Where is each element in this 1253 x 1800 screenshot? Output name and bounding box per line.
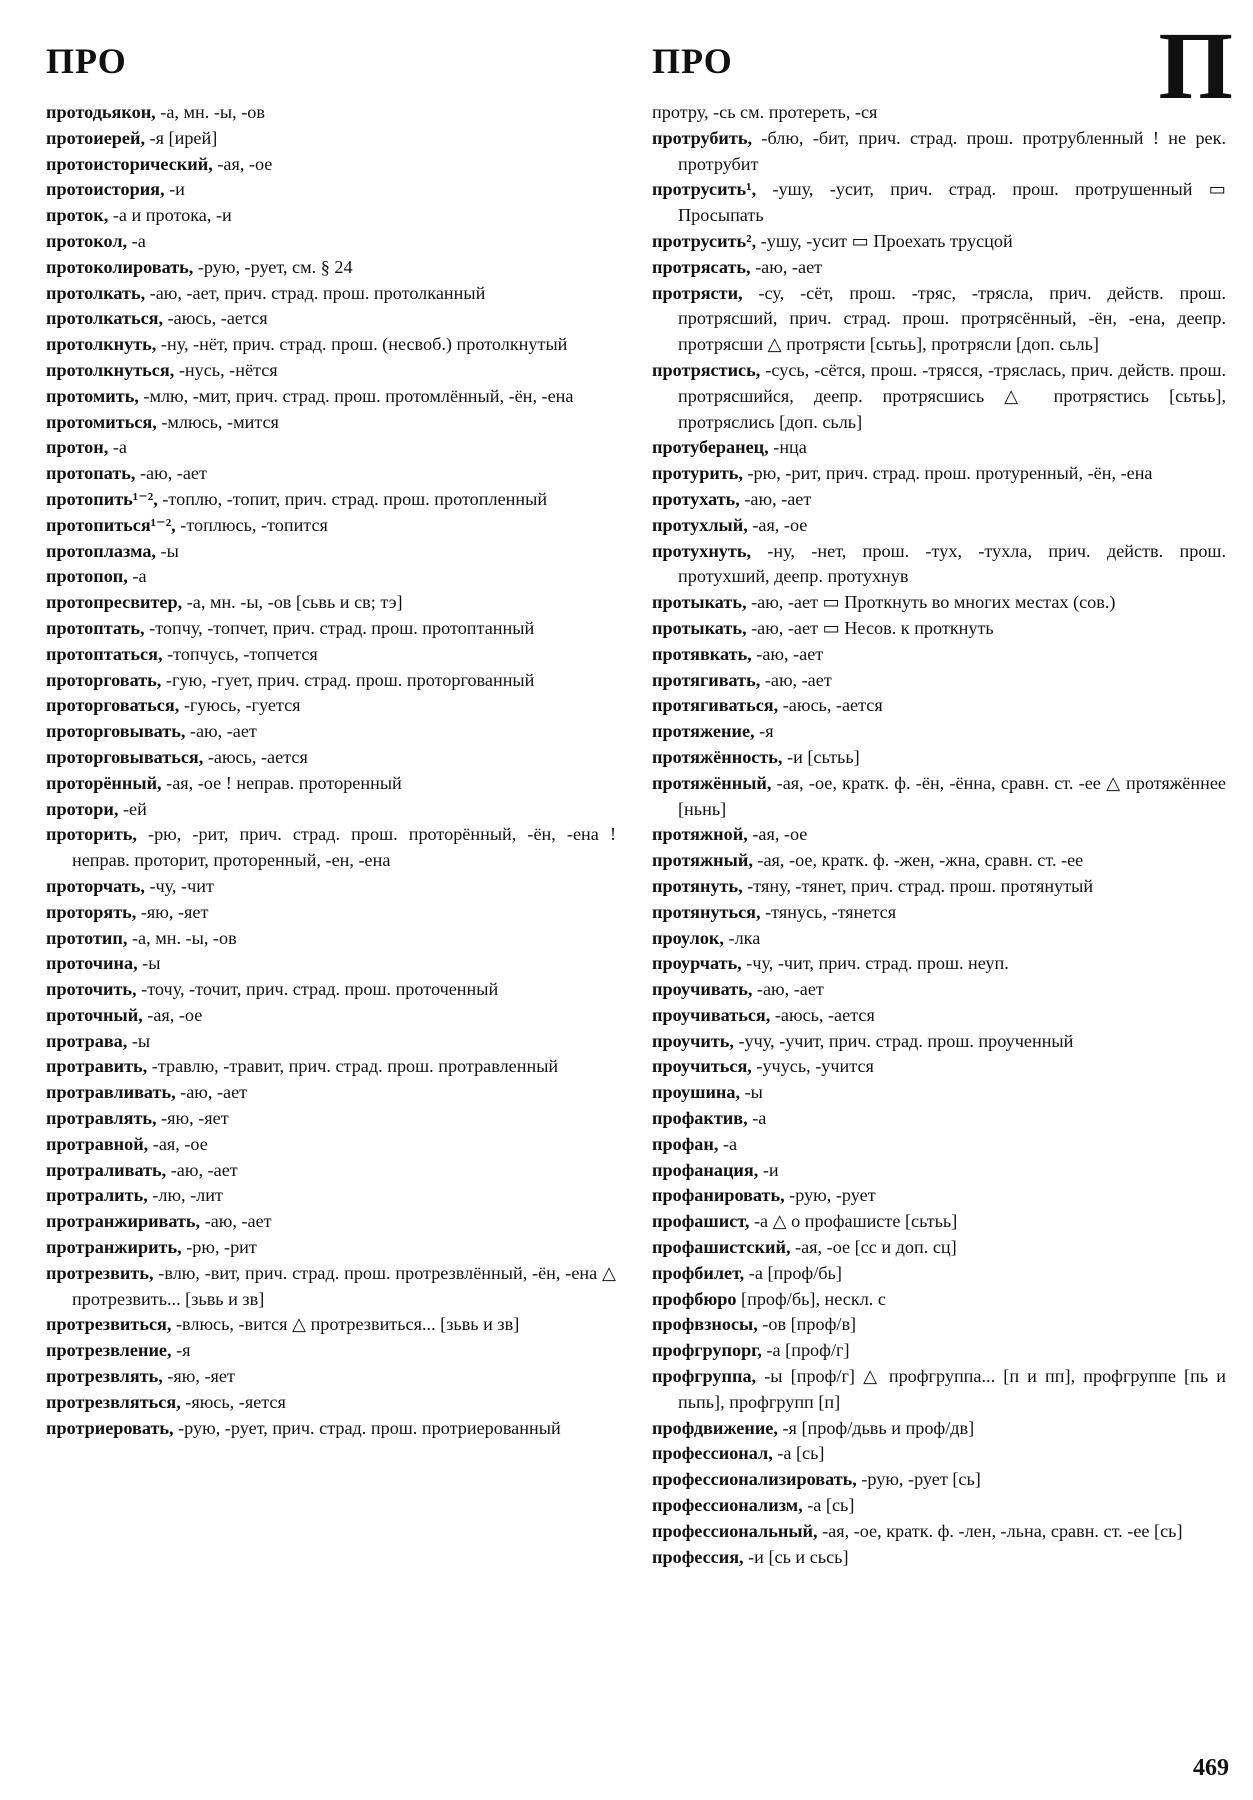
entry-headword: профессия,	[652, 1546, 744, 1567]
entry-grammar: -аю, -ает	[752, 979, 824, 1000]
entry-grammar: -гуюсь, -гуется	[179, 695, 301, 716]
entry-grammar: -я	[171, 1340, 191, 1361]
entry-grammar: -ая, -ое, кратк. ф. -жен, -жна, сравн. ст. -ее	[752, 850, 1084, 871]
entry-grammar: [проф/бь], нескл. с	[736, 1288, 886, 1309]
entry-headword: профбюро	[652, 1288, 737, 1309]
entry-grammar: -ая, -ое ! неправ. проторенный	[161, 772, 402, 793]
dictionary-entry	[652, 822, 1226, 848]
entry-grammar: протру, -сь см. протереть, -ся	[652, 102, 878, 122]
entry-grammar: -ы	[127, 1030, 151, 1051]
entry-headword: протягиваться,	[652, 695, 779, 716]
entry-grammar: -тяну, -тянет, прич. страд. прош. протянутый	[742, 875, 1094, 896]
entry-headword: профвзносы,	[652, 1314, 758, 1335]
entry-grammar: -аю, -ает ▭ Проткнуть во многих местах (сов.)	[746, 592, 1116, 613]
entry-grammar: -блю, -бит, прич. страд. прош. протрубленный ! не рек. протрубит	[678, 127, 1231, 174]
entry-headword: протори,	[46, 798, 119, 819]
entry-grammar: -рю, -рит, прич. страд. прош. протуренный, -ён, -ена	[742, 463, 1153, 484]
dictionary-entry	[46, 177, 616, 203]
entry-grammar: -аюсь, -ается	[203, 746, 308, 767]
dictionary-entry	[652, 1441, 1226, 1467]
entry-headword: проточить,	[46, 979, 137, 1000]
entry-headword: протопоп,	[46, 566, 128, 587]
dictionary-entry	[652, 177, 1231, 229]
entry-headword: протокол,	[46, 230, 128, 251]
dictionary-entry	[652, 1080, 1226, 1106]
entry-headword: протон,	[46, 437, 109, 458]
dictionary-entry	[46, 1261, 621, 1313]
entry-grammar: -а	[127, 566, 147, 587]
dictionary-entry	[652, 642, 1226, 668]
entry-headword: протухнуть,	[652, 540, 752, 561]
entry-headword: протодьякон,	[46, 102, 156, 122]
dictionary-entry	[652, 1287, 1226, 1313]
dictionary-entry	[46, 358, 616, 384]
entry-grammar: -ая, -ое, кратк. ф. -лен, -льна, сравн. ст. -ее [сь]	[817, 1520, 1183, 1541]
entry-grammar: -я	[754, 721, 774, 742]
entry-headword: протралить,	[46, 1185, 148, 1206]
dictionary-entry	[652, 358, 1231, 435]
dictionary-entry	[46, 1029, 616, 1055]
dictionary-entry	[46, 100, 616, 126]
entry-grammar: -рю, -рит	[181, 1237, 257, 1258]
entry-headword: профессионал,	[652, 1443, 773, 1464]
dictionary-entry	[46, 1003, 616, 1029]
entry-headword: профессионализировать,	[652, 1469, 857, 1490]
entry-grammar: -аю, -ает	[760, 669, 832, 690]
entry-grammar: -влю, -вит, прич. страд. прош. протрезвлённый, -ён, -ена △ протрезвить... [зьвь и зв]	[72, 1262, 621, 1309]
entry-grammar: -яю, -яет	[136, 901, 209, 922]
dictionary-entry	[652, 900, 1226, 926]
dictionary-entry	[46, 152, 616, 178]
entry-headword: проучиться,	[652, 1056, 752, 1077]
dictionary-entry	[46, 1054, 616, 1080]
entry-grammar: -аю, -ает	[175, 1082, 248, 1103]
entry-headword: протолкнуться,	[46, 359, 175, 380]
entry-headword: протрава,	[46, 1030, 128, 1051]
dictionary-entry	[652, 719, 1226, 745]
dictionary-entry	[46, 693, 616, 719]
entry-headword: протянуть,	[652, 875, 743, 896]
dictionary-entry	[652, 1054, 1226, 1080]
entry-headword: протопить¹⁻²,	[46, 488, 158, 509]
entry-headword: протоколировать,	[46, 256, 194, 277]
dictionary-entry	[652, 229, 1226, 255]
dictionary-entry	[652, 1493, 1226, 1519]
dictionary-entry	[46, 1209, 616, 1235]
entry-grammar: -рую, -рует [сь]	[856, 1469, 981, 1490]
right-running-head: ПРО	[652, 41, 733, 81]
entry-headword: профанация,	[652, 1159, 759, 1180]
entry-grammar: -гую, -гует, прич. страд. прош. проторгованный	[161, 669, 535, 690]
entry-grammar: -учусь, -учится	[751, 1056, 874, 1077]
entry-headword: протрусить²,	[652, 230, 757, 251]
entry-headword: профашист,	[652, 1211, 750, 1232]
entry-grammar: -аю, -ает	[750, 256, 823, 277]
entry-headword: профессиональный,	[652, 1520, 818, 1541]
entry-headword: протуберанец,	[652, 437, 769, 458]
entry-headword: протранжиривать,	[46, 1211, 201, 1232]
entry-grammar: -учу, -учит, прич. страд. прош. проученный	[733, 1030, 1074, 1051]
dictionary-entry	[652, 539, 1231, 591]
dictionary-entry	[46, 384, 616, 410]
dictionary-entry	[46, 1312, 616, 1338]
entry-grammar: -а	[108, 437, 127, 458]
entry-grammar: -и [сь и сьсь]	[743, 1546, 849, 1567]
entry-headword: протухать,	[652, 488, 740, 509]
entry-grammar: -рю, -рит, прич. страд. прош. проторённый, -ён, -ена ! неправ. проторит, проторенный, -ен, -ена	[72, 824, 621, 871]
entry-headword: проучить,	[652, 1030, 734, 1051]
entry-grammar: -яю, -яет	[162, 1366, 235, 1387]
dictionary-entry	[46, 926, 616, 952]
entry-headword: протурить,	[652, 463, 743, 484]
entry-grammar: -а, мн. -ы, -ов	[155, 102, 265, 122]
entry-grammar: -точу, -точит, прич. страд. прош. проточенный	[136, 979, 499, 1000]
entry-headword: проторять,	[46, 901, 137, 922]
entry-headword: протоистория,	[46, 179, 165, 200]
dictionary-entry	[652, 1183, 1226, 1209]
entry-headword: проторговывать,	[46, 721, 186, 742]
entry-headword: протранжирить,	[46, 1237, 182, 1258]
dictionary-entry	[652, 461, 1226, 487]
entry-grammar: -аю, -ает	[166, 1159, 238, 1180]
entry-grammar: -а, мн. -ы, -ов	[127, 927, 237, 948]
entry-headword: протрезвлять,	[46, 1366, 163, 1387]
entry-headword: проторговываться,	[46, 746, 204, 767]
entry-headword: протяжение,	[652, 721, 755, 742]
right-column	[652, 100, 1231, 1570]
entry-grammar: -а	[718, 1133, 738, 1154]
dictionary-entry	[652, 1467, 1226, 1493]
entry-headword: протрястись,	[652, 359, 761, 380]
entry-headword: проучиваться,	[652, 1004, 771, 1025]
dictionary-entry	[652, 1003, 1226, 1029]
left-column	[46, 100, 621, 1441]
dictionary-entry	[46, 1080, 616, 1106]
entry-grammar: -су, -сёт, прош. -тряс, -трясла, прич. действ. прош. протрясший, прич. страд. прош. протрясённый, -ён, -ена, деепр. протрясши △ протрясти [сьтьь], протрясли [доп. сьль]	[678, 282, 1231, 355]
entry-grammar: -ушу, -усит ▭ Проехать трусцой	[756, 230, 1013, 251]
entry-grammar: -аюсь, -ается	[778, 695, 883, 716]
entry-headword: профессионализм,	[652, 1495, 803, 1516]
dictionary-entry	[652, 693, 1226, 719]
entry-headword: протоиерей,	[46, 127, 146, 148]
entry-grammar: -а [сь]	[772, 1443, 825, 1464]
entry-headword: протрусить¹,	[652, 179, 757, 200]
dictionary-entry	[46, 513, 616, 539]
dictionary-entry	[652, 977, 1226, 1003]
entry-headword: протравлять,	[46, 1108, 157, 1129]
entry-headword: протрезвиться,	[46, 1314, 172, 1335]
entry-grammar: -аю, -ает	[185, 721, 257, 742]
entry-grammar: -топлюсь, -топится	[175, 514, 328, 535]
dictionary-entry	[46, 977, 616, 1003]
entry-grammar: -а [сь]	[802, 1495, 855, 1516]
entry-grammar: -лка	[723, 927, 761, 948]
entry-grammar: -аюсь, -ается	[163, 308, 268, 329]
entry-grammar: -чу, -чит	[144, 875, 214, 896]
dictionary-entry	[46, 771, 616, 797]
dictionary-entry	[652, 1158, 1226, 1184]
dictionary-entry	[652, 487, 1226, 513]
entry-grammar: -ну, -нет, прош. -тух, -тухла, прич. действ. прош. протухший, деепр. протухнув	[678, 540, 1231, 587]
entry-headword: протыкать,	[652, 617, 747, 638]
entry-headword: протраливать,	[46, 1159, 167, 1180]
entry-grammar: -влюсь, -вится △ протрезвиться... [зьвь и зв]	[171, 1314, 520, 1335]
dictionary-entry	[46, 616, 616, 642]
dictionary-entry	[652, 435, 1226, 461]
dictionary-entry	[652, 513, 1226, 539]
dictionary-entry	[46, 1106, 616, 1132]
entry-grammar: -чу, -чит, прич. страд. прош. неуп.	[741, 953, 1009, 974]
entry-grammar: -рую, -рует	[784, 1185, 876, 1206]
entry-headword: профан,	[652, 1133, 719, 1154]
entry-headword: протолкать,	[46, 282, 146, 303]
entry-grammar: -а, мн. -ы, -ов [сьвь и св; тэ]	[182, 592, 403, 613]
dictionary-entry	[46, 900, 616, 926]
entry-headword: проторённый,	[46, 772, 162, 793]
entry-grammar: -яю, -яет	[156, 1108, 229, 1129]
dictionary-entry	[46, 874, 616, 900]
entry-grammar: -ушу, -усит, прич. страд. прош. протрушенный ▭ Просыпать	[678, 179, 1231, 226]
dictionary-entry	[652, 100, 1226, 126]
entry-grammar: -я [ирей]	[145, 127, 218, 148]
dictionary-entry	[652, 668, 1226, 694]
entry-headword: протопать,	[46, 463, 136, 484]
dictionary-entry	[46, 539, 616, 565]
dictionary-entry	[46, 1390, 616, 1416]
dictionary-entry	[46, 461, 616, 487]
entry-grammar: -тянусь, -тянется	[760, 901, 897, 922]
entry-grammar: -яюсь, -яется	[180, 1391, 286, 1412]
entry-grammar: -аю, -ает	[200, 1211, 272, 1232]
entry-headword: протяжной,	[652, 824, 748, 845]
entry-grammar: -ая, -ое [сс и доп. сц]	[790, 1237, 957, 1258]
entry-headword: профдвижение,	[652, 1417, 778, 1438]
entry-headword: проурчать,	[652, 953, 742, 974]
section-letter: П	[1158, 12, 1233, 119]
left-running-head: ПРО	[46, 41, 127, 81]
dictionary-entry	[652, 874, 1226, 900]
entry-headword: проторговать,	[46, 669, 162, 690]
dictionary-entry	[46, 1364, 616, 1390]
entry-grammar: -лю, -лит	[147, 1185, 223, 1206]
dictionary-entry	[652, 126, 1231, 178]
dictionary-entry	[652, 616, 1226, 642]
entry-headword: протомить,	[46, 385, 139, 406]
entry-headword: протяжный,	[652, 850, 753, 871]
entry-grammar: -аю, -ает ▭ Несов. к проткнуть	[746, 617, 994, 638]
entry-headword: профанировать,	[652, 1185, 785, 1206]
entry-grammar: -рую, -рует, прич. страд. прош. протриерованный	[173, 1417, 561, 1438]
entry-grammar: -и	[164, 179, 185, 200]
entry-headword: проторчать,	[46, 875, 145, 896]
dictionary-entry	[46, 203, 616, 229]
dictionary-entry	[46, 255, 616, 281]
dictionary-entry	[652, 1312, 1226, 1338]
dictionary-entry	[46, 797, 616, 823]
entry-grammar: -нусь, -нётся	[174, 359, 278, 380]
entry-headword: протолкнуть,	[46, 334, 157, 355]
entry-grammar: -топчусь, -топчется	[162, 643, 318, 664]
entry-headword: протриеровать,	[46, 1417, 174, 1438]
entry-headword: протрезвить,	[46, 1262, 154, 1283]
dictionary-entry	[46, 281, 616, 307]
entry-grammar: -ая, -ое	[142, 1004, 203, 1025]
entry-grammar: -травлю, -травит, прич. страд. прош. протравленный	[147, 1056, 559, 1077]
dictionary-entry	[652, 1029, 1226, 1055]
entry-grammar: -ы	[740, 1082, 763, 1103]
entry-headword: профактив,	[652, 1108, 748, 1129]
dictionary-entry	[652, 1132, 1226, 1158]
dictionary-entry	[652, 771, 1231, 823]
dictionary-entry	[652, 1209, 1226, 1235]
entry-grammar: -ая, -ое	[747, 824, 808, 845]
entry-headword: протяжённый,	[652, 772, 772, 793]
dictionary-entry	[652, 1235, 1226, 1261]
dictionary-entry	[46, 642, 616, 668]
entry-grammar: -ну, -нёт, прич. страд. прош. (несвоб.) протолкнутый	[156, 334, 568, 355]
dictionary-entry	[46, 951, 616, 977]
entry-grammar: -и [сьтьь]	[782, 746, 860, 767]
entry-headword: протянуться,	[652, 901, 761, 922]
entry-headword: протопиться¹⁻²,	[46, 514, 176, 535]
entry-headword: профашистский,	[652, 1237, 791, 1258]
dictionary-entry	[46, 564, 616, 590]
dictionary-entry	[652, 1338, 1226, 1364]
dictionary-entry	[46, 1158, 616, 1184]
dictionary-entry	[652, 1106, 1226, 1132]
dictionary-entry	[46, 229, 616, 255]
entry-headword: протомиться,	[46, 411, 157, 432]
entry-headword: проточина,	[46, 953, 138, 974]
entry-headword: протыкать,	[652, 592, 747, 613]
entry-grammar: -млю, -мит, прич. страд. прош. протомлённый, -ён, -ена	[138, 385, 574, 406]
entry-grammar: -ая, -ое	[747, 514, 808, 535]
entry-grammar: -а [проф/г]	[761, 1340, 850, 1361]
entry-headword: проушина,	[652, 1082, 741, 1103]
dictionary-entry	[46, 822, 621, 874]
entry-headword: протрубить,	[652, 127, 753, 148]
entry-headword: проучивать,	[652, 979, 753, 1000]
entry-grammar: -а △ о профашисте [сьтьь]	[749, 1211, 958, 1232]
entry-grammar: -аю, -ает	[751, 643, 824, 664]
dictionary-entry	[46, 1183, 616, 1209]
dictionary-entry	[46, 745, 616, 771]
dictionary-entry	[652, 1261, 1226, 1287]
dictionary-entry	[46, 1416, 616, 1442]
entry-headword: протрезвление,	[46, 1340, 172, 1361]
dictionary-entry	[46, 306, 616, 332]
entry-headword: проторить,	[46, 824, 137, 845]
dictionary-entry	[652, 1364, 1231, 1416]
entry-grammar: -топчу, -топчет, прич. страд. прош. протоптанный	[144, 617, 535, 638]
entry-headword: протравной,	[46, 1133, 149, 1154]
entry-grammar: -ая, -ое, кратк. ф. -ён, -ённа, сравн. ст. -ее △ протяжённее [ньнь]	[678, 772, 1231, 819]
entry-grammar: -ая, -ое	[148, 1133, 208, 1154]
entry-grammar: -ы	[137, 953, 161, 974]
entry-grammar: -ов [проф/в]	[757, 1314, 857, 1335]
dictionary-entry	[652, 1416, 1226, 1442]
entry-headword: проулок,	[652, 927, 724, 948]
entry-grammar: -а [проф/бь]	[744, 1262, 842, 1283]
dictionary-entry	[652, 848, 1226, 874]
page-number: 469	[1193, 1755, 1229, 1781]
dictionary-entry	[46, 487, 616, 513]
entry-headword: протухлый,	[652, 514, 748, 535]
entry-grammar: -млюсь, -мится	[156, 411, 279, 432]
entry-headword: прототип,	[46, 927, 128, 948]
entry-grammar: -а и протока, -и	[108, 205, 232, 226]
entry-headword: протявкать,	[652, 643, 752, 664]
entry-grammar: -я [проф/дьвь и проф/дв]	[777, 1417, 975, 1438]
entry-headword: проток,	[46, 205, 109, 226]
dictionary-entry	[46, 668, 616, 694]
dictionary-entry	[46, 126, 616, 152]
entry-grammar: -ей	[118, 798, 147, 819]
dictionary-entry	[46, 332, 616, 358]
entry-grammar: -ы	[155, 540, 179, 561]
entry-headword: профбилет,	[652, 1262, 745, 1283]
entry-grammar: -рую, -рует, см. § 24	[193, 256, 353, 277]
entry-headword: протравить,	[46, 1056, 148, 1077]
entry-grammar: -топлю, -топит, прич. страд. прош. протопленный	[157, 488, 548, 509]
dictionary-entry	[652, 281, 1231, 358]
dictionary-entry	[652, 1519, 1226, 1545]
entry-grammar: -а	[747, 1108, 767, 1129]
entry-headword: протяжённость,	[652, 746, 783, 767]
entry-grammar: -ая, -ое	[212, 153, 273, 174]
entry-headword: протопресвитер,	[46, 592, 183, 613]
entry-headword: профгрупорг,	[652, 1340, 762, 1361]
entry-grammar: -нца	[768, 437, 807, 458]
entry-headword: протрясти,	[652, 282, 743, 303]
entry-grammar: -ы [проф/г] △ профгруппа... [п и пп], профгруппе [пь и пьпь], профгрупп [п]	[678, 1366, 1231, 1412]
entry-headword: профгруппа,	[652, 1366, 757, 1387]
dictionary-entry	[46, 410, 616, 436]
dictionary-entry	[46, 590, 616, 616]
entry-headword: протрясать,	[652, 256, 751, 277]
entry-grammar: -аю, -ает, прич. страд. прош. протолканный	[145, 282, 486, 303]
dictionary-entry	[46, 719, 616, 745]
dictionary-entry	[652, 926, 1226, 952]
entry-headword: проторговаться,	[46, 695, 180, 716]
dictionary-entry	[652, 255, 1226, 281]
entry-grammar: -аюсь, -ается	[770, 1004, 875, 1025]
entry-grammar: -а	[127, 230, 146, 251]
dictionary-entry	[652, 951, 1226, 977]
entry-grammar: -аю, -ает	[135, 463, 207, 484]
dictionary-entry	[46, 1338, 616, 1364]
entry-headword: протравливать,	[46, 1082, 176, 1103]
entry-headword: протоптаться,	[46, 643, 163, 664]
dictionary-entry	[652, 1545, 1226, 1571]
entry-headword: проточный,	[46, 1004, 143, 1025]
dictionary-entry	[46, 1235, 616, 1261]
entry-headword: протолкаться,	[46, 308, 164, 329]
entry-grammar: -аю, -ает	[739, 488, 812, 509]
dictionary-entry	[652, 745, 1226, 771]
entry-grammar: -и	[758, 1159, 779, 1180]
dictionary-entry	[652, 590, 1226, 616]
entry-headword: протрезвляться,	[46, 1391, 181, 1412]
entry-grammar: -сусь, -сётся, прош. -трясся, -тряслась, прич. действ. прош. протрясшийся, деепр. протрясшись △ протрястись [сьтьь], протряслись [доп. сьль]	[678, 359, 1231, 432]
entry-headword: протоисторический,	[46, 153, 213, 174]
entry-headword: протоптать,	[46, 617, 145, 638]
dictionary-entry	[46, 1132, 616, 1158]
entry-headword: протоплазма,	[46, 540, 156, 561]
entry-headword: протягивать,	[652, 669, 761, 690]
dictionary-entry	[46, 435, 616, 461]
